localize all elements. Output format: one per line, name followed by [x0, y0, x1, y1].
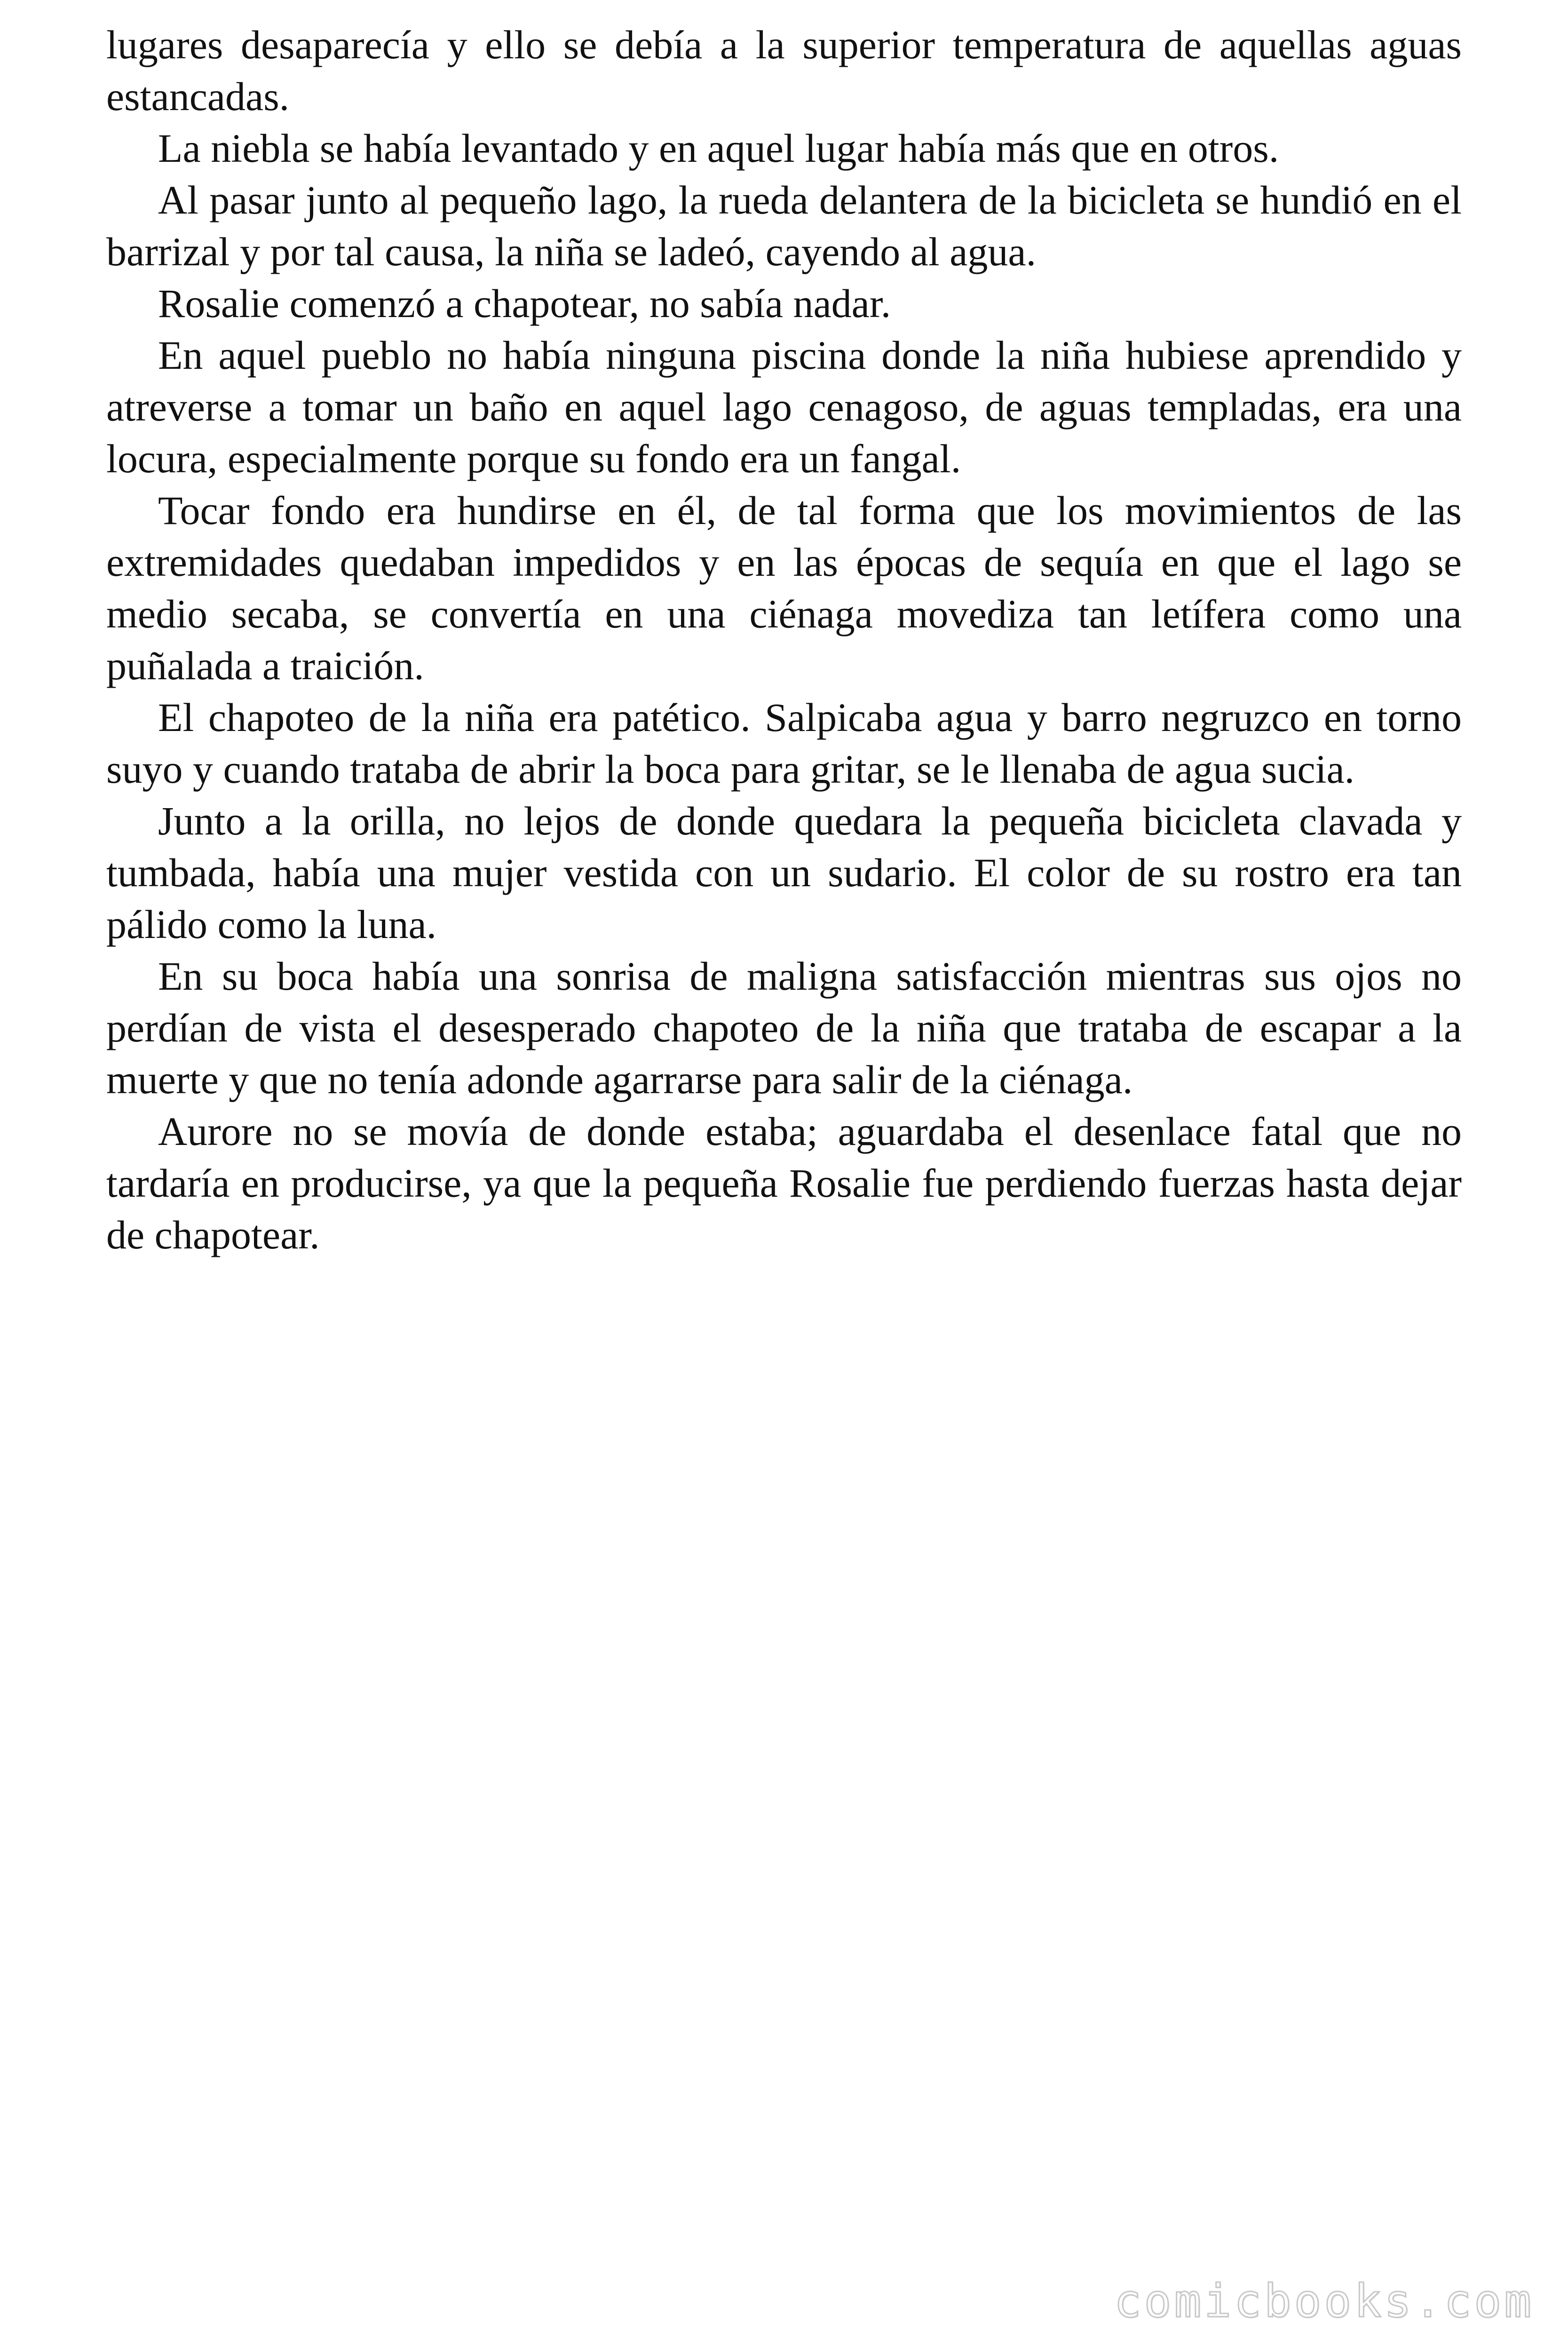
paragraph-1: lugares desaparecía y ello se debía a la superior temperatura de aquellas aguas estancadas. — [106, 22, 1462, 119]
paragraph-8: Junto a la orilla, no lejos de donde quedara la pequeña bicicleta clavada y tumbada, había una mujer vestida con un sudario. El color de su rostro era tan pálido como la luna. — [106, 798, 1462, 947]
paragraph-10: Aurore no se movía de donde estaba; aguardaba el desenlace fatal que no tardaría en producirse, ya que la pequeña Rosalie fue perdiendo fuerzas hasta dejar de chapotear. — [106, 1109, 1462, 1257]
page-body — [106, 19, 1462, 1261]
watermark: comicbooks.com — [1114, 2275, 1534, 2328]
paragraph-7: El chapoteo de la niña era patético. Salpicaba agua y barro negruzco en torno suyo y cuando trataba de abrir la boca para gritar, se le llenaba de agua sucia. — [106, 695, 1462, 792]
paragraph-2: La niebla se había levantado y en aquel lugar había más que en otros. — [158, 126, 1279, 171]
paragraph-5: En aquel pueblo no había ninguna piscina donde la niña hubiese aprendido y atreverse a tomar un baño en aquel lago cenagoso, de aguas templadas, era una locura, especialmente porque su fondo era un fangal. — [106, 333, 1462, 481]
paragraph-6: Tocar fondo era hundirse en él, de tal forma que los movimientos de las extremidades quedaban impedidos y en las épocas de sequía en que el lago se medio secaba, se convertía en una ciénaga movediza tan letífera como una puñalada a traición. — [106, 488, 1462, 688]
paragraph-9: En su boca había una sonrisa de maligna satisfacción mientras sus ojos no perdían de vista el desesperado chapoteo de la niña que trataba de escapar a la muerte y que no tenía adonde agarrarse para salir de la ciénaga. — [106, 954, 1462, 1102]
paragraph-4: Rosalie comenzó a chapotear, no sabía nadar. — [158, 281, 891, 326]
paragraph-3: Al pasar junto al pequeño lago, la rueda delantera de la bicicleta se hundió en el barrizal y por tal causa, la niña se ladeó, cayendo al agua. — [106, 177, 1462, 274]
